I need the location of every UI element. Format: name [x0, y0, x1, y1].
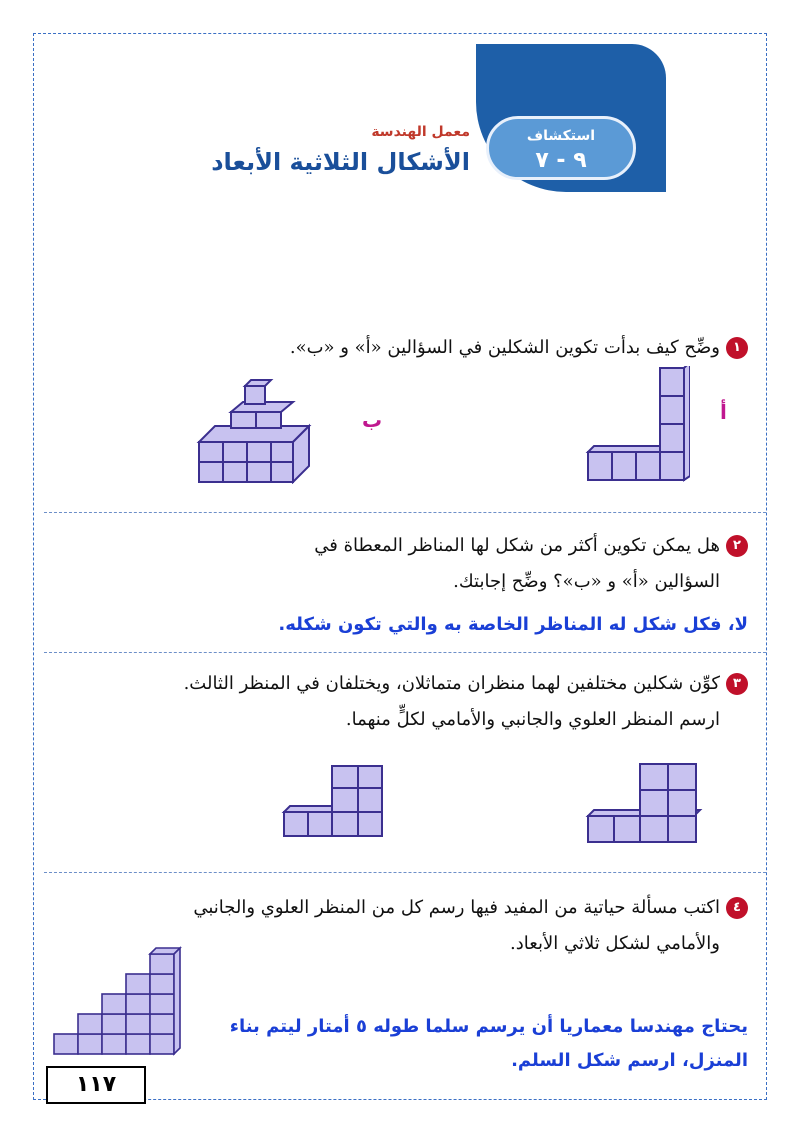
staircase-figure [52, 944, 182, 1056]
question-number: ٤ [726, 897, 748, 919]
figure-3-right-cubes [584, 758, 704, 844]
question-3 [184, 666, 748, 738]
section-divider [44, 652, 766, 653]
question-number: ١ [726, 337, 748, 359]
question-number: ٣ [726, 673, 748, 695]
question-text: السؤالين «أ» و «ب»؟ وضِّح إجابتك. [453, 571, 720, 592]
question-text: والأمامي لشكل ثلاثي الأبعاد. [510, 933, 720, 954]
lesson-title: الأشكال الثلاثية الأبعاد [211, 148, 470, 176]
lab-label: معمل الهندسة [371, 124, 470, 140]
question-4 [193, 890, 748, 962]
figure-label-b: ب [362, 408, 383, 432]
figure-label-a: أ [720, 400, 727, 424]
page-number: ١١٧ [46, 1066, 146, 1104]
answer-4-line-1: يحتاج مهندسا معماريا أن يرسم سلما طوله ٥ أمتار ليتم بناء [229, 1016, 748, 1037]
question-text: كوِّن شكلين مختلفين لهما منظران متماثلان، ويختلفان في المنظر الثالث. [183, 673, 720, 694]
question-text: اكتب مسألة حياتية من المفيد فيها رسم كل من المنظر العلوي والجانبي [193, 897, 720, 918]
section-divider [44, 872, 766, 873]
explore-label: استكشاف [526, 128, 596, 144]
figure-a-cubes [580, 366, 690, 486]
figure-3-left-cubes [278, 760, 388, 840]
answer-2: لا، فكل شكل له المناظر الخاصة به والتي تكون شكله. [278, 614, 748, 635]
question-text: هل يمكن تكوين أكثر من شكل لها المناظر المعطاة في [314, 535, 720, 556]
question-number: ٢ [726, 535, 748, 557]
answer-4-line-2: المنزل، ارسم شكل السلم. [511, 1050, 748, 1071]
question-2 [314, 528, 748, 600]
question-text: ارسم المنظر العلوي والجانبي والأمامي لكلٍّ منهما. [345, 709, 720, 730]
figure-b-cubes [195, 372, 315, 484]
section-divider [44, 512, 766, 513]
question-1 [290, 330, 748, 366]
lesson-number: ٩ - ٧ [535, 148, 587, 173]
question-text: وضِّح كيف بدأت تكوين الشكلين في السؤالين «أ» و «ب». [289, 337, 720, 358]
